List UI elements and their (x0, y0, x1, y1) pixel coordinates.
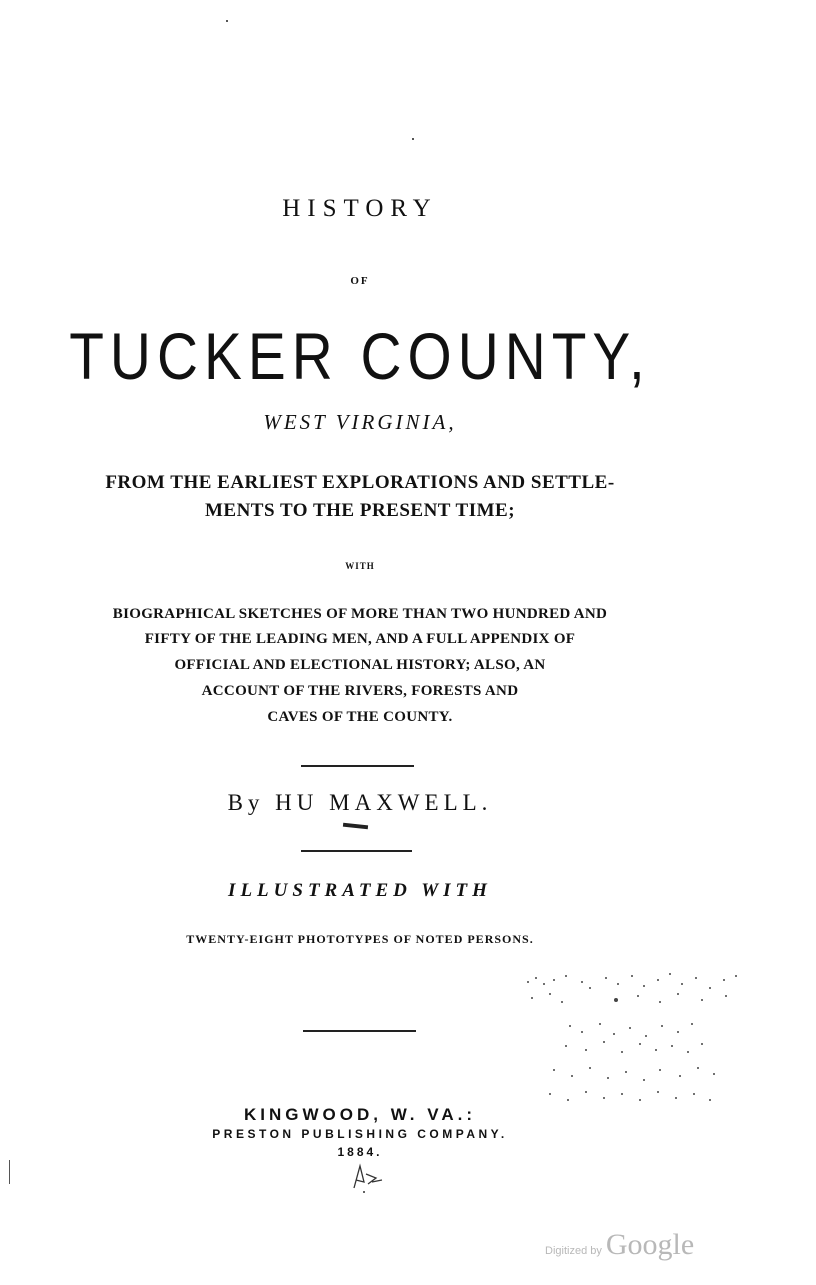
description-line-3: OFFICIAL AND ELECTIONAL HISTORY; ALSO, AN (174, 657, 546, 673)
subtitle-line-2: MENTS TO THE PRESENT TIME; (204, 500, 516, 521)
speck (412, 138, 414, 140)
margin-mark (9, 1160, 10, 1184)
imprint-place: KINGWOOD, W. VA.: (243, 1105, 476, 1124)
heading-history: HISTORY (282, 195, 438, 222)
ornament-dash (343, 823, 368, 830)
description-line-4: ACCOUNT OF THE RIVERS, FORESTS AND (201, 683, 519, 699)
imprint-year: 1884. (337, 1145, 383, 1159)
divider-rule-1 (301, 765, 414, 767)
with-connector: WITH (345, 561, 375, 571)
subtitle-line-1: FROM THE EARLIEST EXPLORATIONS AND SETTLE- (105, 472, 615, 493)
main-title: TUCKER COUNTY, (69, 319, 651, 393)
author-line: By HU MAXWELL. (227, 790, 493, 815)
state-subtitle: WEST VIRGINIA, (263, 410, 457, 434)
description-line-2: FIFTY OF THE LEADING MEN, AND A FULL APPENDIX OF (144, 631, 576, 647)
google-logo: Google (605, 1228, 695, 1261)
digitized-by-text: Digitized by (545, 1245, 602, 1257)
imprint-publisher: PRESTON PUBLISHING COMPANY. (212, 1127, 508, 1141)
description-line-5: CAVES OF THE COUNTY. (267, 709, 453, 725)
illustrations-note: TWENTY-EIGHT PHOTOTYPES OF NOTED PERSONS. (186, 932, 534, 946)
digitized-by-watermark (545, 1228, 694, 1262)
heading-of: OF (350, 275, 370, 287)
speck (226, 20, 228, 22)
divider-rule-3 (303, 1030, 416, 1032)
illustrated-heading: ILLUSTRATED WITH (228, 880, 492, 901)
divider-rule-2 (301, 850, 412, 852)
description-line-1: BIOGRAPHICAL SKETCHES OF MORE THAN TWO HUNDRED AND (112, 606, 608, 622)
library-mark-icon (340, 1160, 390, 1196)
library-stamp-icon (520, 970, 750, 1110)
